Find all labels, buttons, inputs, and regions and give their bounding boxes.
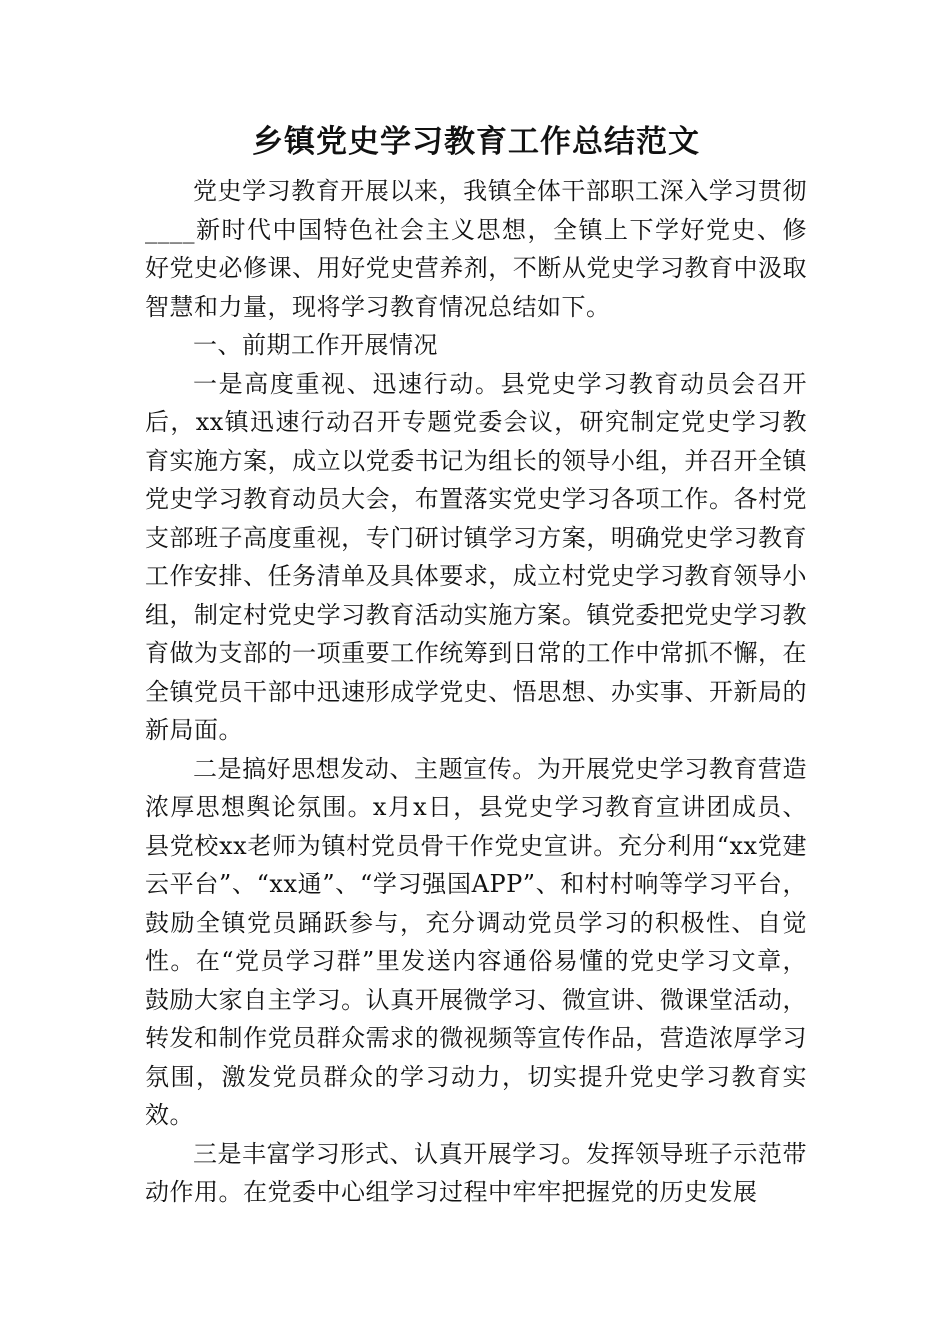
intro-paragraph: 党史学习教育开展以来，我镇全体干部职工深入学习贯彻____新时代中国特色社会主义思想，全镇上下学好党史、修好党史必修课、用好党史营养剂，不断从党史学习教育中汲取智慧和力量，现将学习教育情况总结如下。 (145, 177, 807, 321)
document-title: 乡镇党史学习教育工作总结范文 (252, 124, 700, 160)
section-heading: 一、前期工作开展情况 (193, 331, 438, 359)
document-page (145, 112, 807, 1212)
paragraph-2: 二是搞好思想发动、主题宣传。为开展党史学习教育营造浓厚思想舆论氛围。x月x日，县党史学习教育宣讲团成员、县党校xx老师为镇村党员骨干作党史宣讲。充分利用“xx党建云平台”、“xx通”、“学习强国APP”、和村村响等学习平台，鼓励全镇党员踊跃参与，充分调动党员学习的积极性、自觉性。在“党员学习群”里发送内容通俗易懂的党史学习文章，鼓励大家自主学习。认真开展微学习、微宣讲、微课堂活动，转发和制作党员群众需求的微视频等宣传作品，营造浓厚学习氛围，激发党员群众的学习动力，切实提升党史学习教育实效。 (145, 754, 807, 1129)
paragraph-3: 三是丰富学习形式、认真开展学习。发挥领导班子示范带动作用。在党委中心组学习过程中牢牢把握党的历史发展 (145, 1139, 807, 1206)
paragraph-1: 一是高度重视、迅速行动。县党史学习教育动员会召开后，xx镇迅速行动召开专题党委会议，研究制定党史学习教育实施方案，成立以党委书记为组长的领导小组，并召开全镇党史学习教育动员大会，布置落实党史学习各项工作。各村党支部班子高度重视，专门研讨镇学习方案，明确党史学习教育工作安排、任务清单及具体要求，成立村党史学习教育领导小组，制定村党史学习教育活动实施方案。镇党委把党史学习教育做为支部的一项重要工作统筹到日常的工作中常抓不懈，在全镇党员干部中迅速形成学党史、悟思想、办实事、开新局的新局面。 (145, 369, 807, 744)
